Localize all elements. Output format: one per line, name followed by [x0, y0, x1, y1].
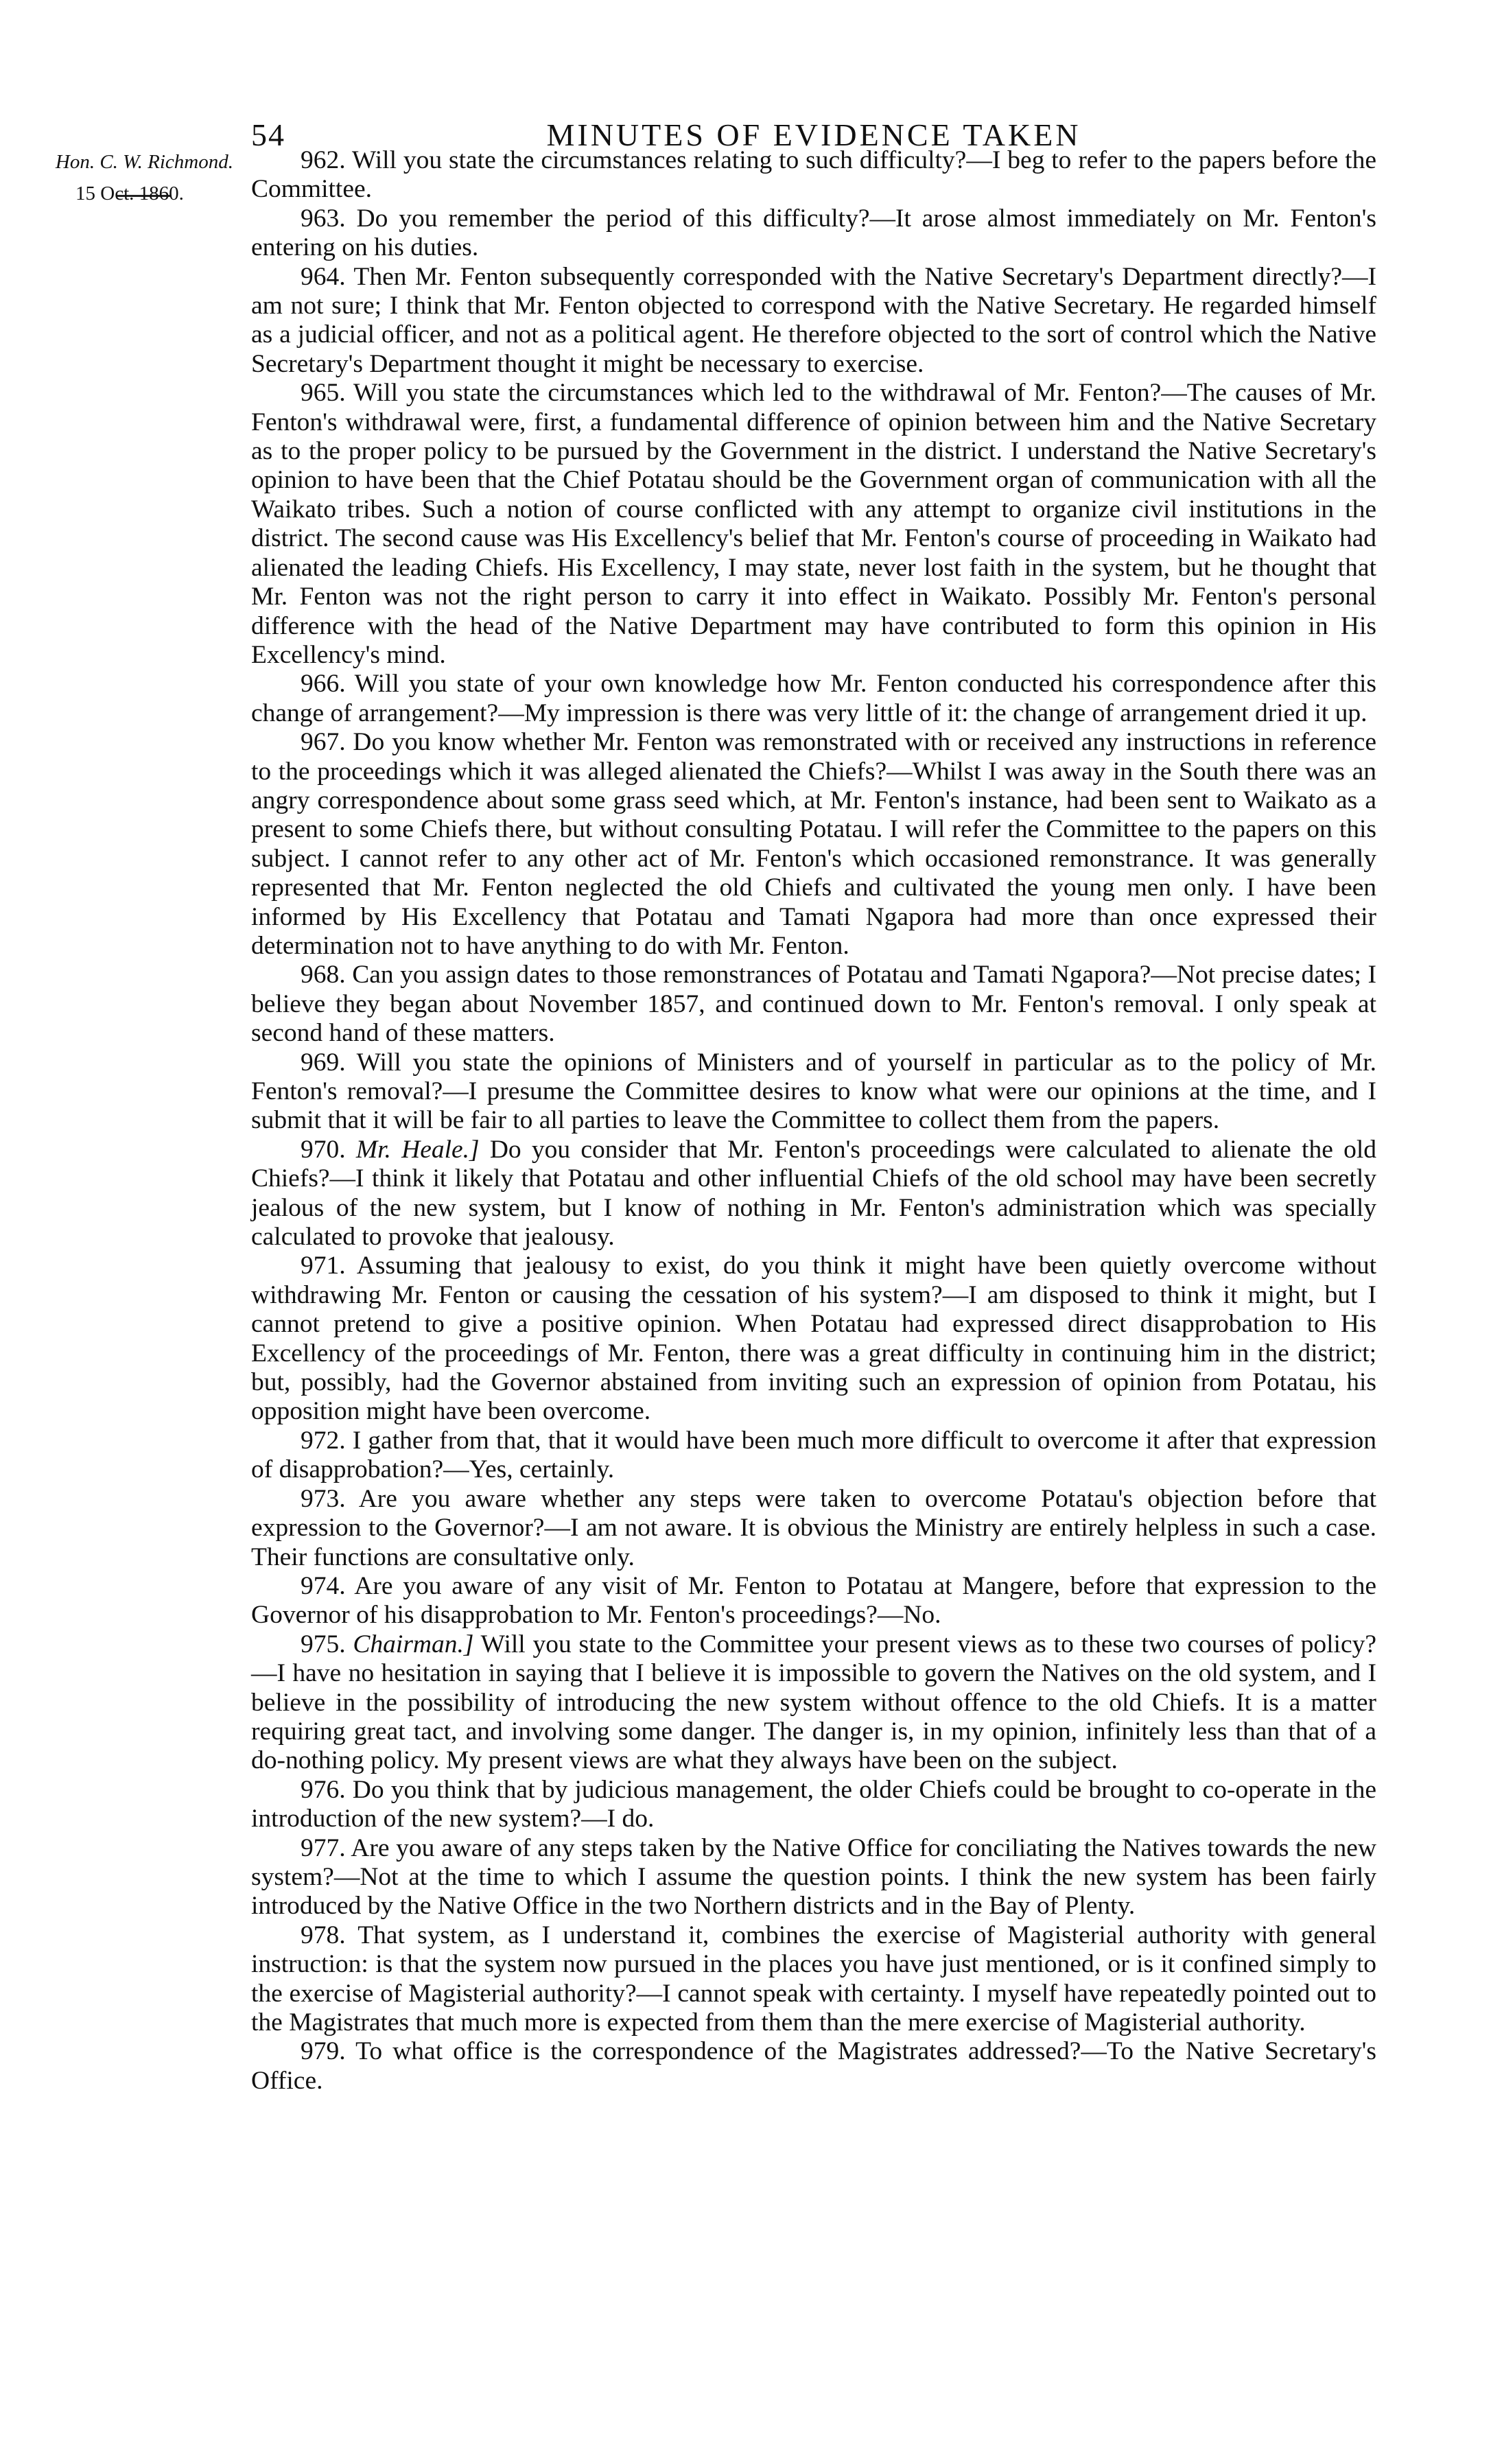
- question-paragraph: [251, 204, 1376, 263]
- question-paragraph: [251, 1427, 1376, 1485]
- question-paragraph: [251, 263, 1376, 379]
- question-text: Are you aware of any steps taken by the Native Office for conciliating the Natives towards the new system?—Not at the time to which I assume the question points. I think the new system has been fairly introduced by the Native Office in the two Northern districts and in the Bay of Plenty.: [251, 1833, 1376, 1921]
- question-number: 969.: [301, 1048, 346, 1077]
- question-paragraph: [251, 1834, 1376, 1921]
- speaker-name: Chairman.]: [345, 1630, 474, 1658]
- question-number: 978.: [301, 1921, 346, 1949]
- question-number: 963.: [301, 204, 346, 233]
- question-text: Will you state of your own knowledge how Mr. Fenton conducted his correspondence after this change of arrangement?—My impression is there was very little of it: the change of arrangement dried it up.: [251, 670, 1376, 727]
- question-number: 966.: [301, 670, 346, 699]
- question-paragraph: [251, 1252, 1376, 1426]
- question-text: Are you aware of any visit of Mr. Fenton to Potatau at Mangere, before that expression to the Governor of his disapprobation to Mr. Fenton's proceedings?—No.: [251, 1571, 1376, 1630]
- question-text: Will you state the circumstances relating to such difficulty?—I beg to refer to the papers before the Committee.: [251, 146, 1376, 204]
- speaker-name: Mr. Heale.]: [345, 1135, 480, 1164]
- question-paragraph: [251, 1048, 1376, 1136]
- question-paragraph: [251, 1921, 1376, 2038]
- question-paragraph: [251, 146, 1376, 204]
- question-number: 972.: [301, 1426, 346, 1455]
- question-text: To what office is the correspondence of the Magistrates addressed?—To the Native Secretary's Office.: [251, 2037, 1376, 2095]
- question-text: Do you consider that Mr. Fenton's proceedings were calculated to alienate the old Chiefs?—I think it likely that Potatau and other influential Chiefs of the old school may have been secretly jealous of the new system, but I know of nothing in Mr. Fenton's administration which was specially calculated to provoke that jealousy.: [251, 1135, 1376, 1252]
- question-paragraph: [251, 379, 1376, 670]
- page-title: MINUTES OF EVIDENCE TAKEN: [546, 117, 1081, 152]
- question-text: Assuming that jealousy to exist, do you think it might have been quietly overcome without withdrawing Mr. Fenton or causing the cessation of his system?—I am disposed to think it might, but I cannot pretend to give a positive opinion. When Potatau had expressed direct disapprobation to His Excellency of the proceedings of Mr. Fenton, there was a great difficulty in continuing him in the district; but, possibly, had the Governor abstained from inviting such an expression of opinion from Potatau, his opposition might have been overcome.: [251, 1252, 1376, 1426]
- question-number: 965.: [301, 379, 346, 408]
- evidence-body: [251, 146, 1376, 2096]
- question-text: Then Mr. Fenton subsequently corresponded with the Native Secretary's Department directly?—I am not sure; I think that Mr. Fenton objected to correspond with the Native Secretary. He regarded himself as a judicial officer, and not as a political agent. He therefore objected to the sort of control which the Native Secretary's Department thought it might be necessary to exercise.: [251, 262, 1376, 378]
- question-number: 973.: [301, 1484, 346, 1513]
- question-paragraph: [251, 728, 1376, 961]
- question-paragraph: [251, 1485, 1376, 1572]
- question-paragraph: [251, 670, 1376, 728]
- question-text: Can you assign dates to those remonstrances of Potatau and Tamati Ngapora?—Not precise dates; I believe they began about November 1857, and continued down to Mr. Fenton's removal. I only speak at second hand of these matters.: [251, 961, 1376, 1048]
- page-number: 54: [251, 117, 285, 152]
- margin-witness-name: Hon. C. W. Richmond.: [55, 151, 233, 173]
- question-text: Do you think that by judicious management, the older Chiefs could be brought to co-operate in the introduction of the new system?—I do.: [251, 1775, 1376, 1833]
- question-paragraph: [251, 1572, 1376, 1630]
- question-number: 976.: [301, 1775, 346, 1804]
- question-number: 964.: [301, 262, 346, 291]
- question-paragraph: [251, 1136, 1376, 1252]
- margin-date: 15 Oct. 1860.: [75, 183, 184, 204]
- question-paragraph: [251, 1776, 1376, 1834]
- question-number: 971.: [301, 1252, 346, 1280]
- question-text: Will you state to the Committee your present views as to these two courses of policy?—I have no hesitation in saying that I believe it is impossible to govern the Natives on the old system, and I believe in the possibility of introducing the new system without offence to the old Chiefs. It is a matter requiring great tact, and involving some danger. The danger is, in my opinion, infinitely less than that of a do-nothing policy. My present views are what they always have been on the subject.: [251, 1630, 1376, 1775]
- question-text: Do you know whether Mr. Fenton was remonstrated with or received any instructions in reference to the proceedings which it was alleged alienated the Chiefs?—Whilst I was away in the South there was an angry correspondence about some grass seed which, at Mr. Fenton's instance, had been sent to Waikato as a present to some Chiefs there, but without consulting Potatau. I will refer the Committee to the papers on this subject. I cannot refer to any other act of Mr. Fenton's which occasioned remonstrance. It was generally represented that Mr. Fenton neglected the old Chiefs and cultivated the young men only. I have been informed by His Excellency that Potatau and Tamati Ngapora had more than once expressed their determination not to have anything to do with Mr. Fenton.: [251, 728, 1376, 960]
- question-paragraph: [251, 1630, 1376, 1776]
- question-number: 977.: [301, 1833, 346, 1862]
- question-number: 970.: [301, 1135, 346, 1164]
- question-paragraph: [251, 961, 1376, 1048]
- question-text: Will you state the opinions of Ministers and of yourself in particular as to the policy of Mr. Fenton's removal?—I presume the Committee desires to know what were our opinions at the time, and I submit that it will be fair to all parties to leave the Committee to collect them from the papers.: [251, 1048, 1376, 1135]
- question-number: 974.: [301, 1571, 346, 1600]
- question-number: 962.: [301, 146, 346, 174]
- question-text: Will you state the circumstances which led to the withdrawal of Mr. Fenton?—The causes of Mr. Fenton's withdrawal were, first, a fundamental difference of opinion between him and the Native Secretary as to the proper policy to be pursued by the Government in the district. I understand the Native Secretary's opinion to have been that the Chief Potatau should be the Government organ of communication with all the Waikato tribes. Such a notion of course conflicted with any attempt to organize civil institutions in the district. The second cause was His Excellency's belief that Mr. Fenton's course of proceeding in Waikato had alienated the leading Chiefs. His Excellency, I may state, never lost faith in the system, but he thought that Mr. Fenton was not the right person to carry it into effect in Waikato. Possibly Mr. Fenton's personal difference with the head of the Native Department may have contributed to form this opinion in His Excellency's mind.: [251, 379, 1376, 669]
- question-number: 967.: [301, 728, 346, 757]
- question-number: 979.: [301, 2037, 346, 2066]
- question-text: I gather from that, that it would have been much more difficult to overcome it after that expression of disapprobation?—Yes, certainly.: [251, 1426, 1376, 1484]
- question-paragraph: [251, 2037, 1376, 2096]
- question-number: 968.: [301, 961, 346, 989]
- question-text: That system, as I understand it, combines the exercise of Magisterial authority with general instruction: is that the system now pursued in the places you have just mentioned, or is it confined simply to the exercise of Magisterial authority?—I cannot speak with certainty. I myself have repeatedly pointed out to the Magistrates that much more is expected from them than the mere exercise of Magisterial authority.: [251, 1921, 1376, 2037]
- question-text: Are you aware whether any steps were taken to overcome Potatau's objection before that expression to the Governor?—I am not aware. It is obvious the Ministry are entirely helpless in such a case. Their functions are consultative only.: [251, 1484, 1376, 1571]
- question-text: Do you remember the period of this difficulty?—It arose almost immediately on Mr. Fenton's entering on his duties.: [251, 204, 1376, 262]
- question-number: 975.: [301, 1630, 346, 1658]
